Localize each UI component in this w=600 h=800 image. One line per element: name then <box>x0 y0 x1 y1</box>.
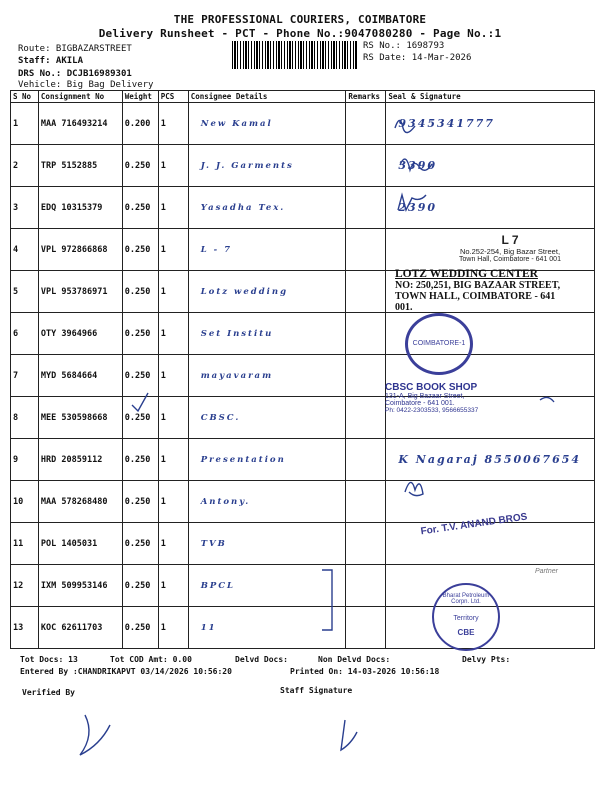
consignment-cell: TRP 5152885 <box>38 145 122 187</box>
staff-label: Staff: AKILA <box>18 56 84 66</box>
consignee-cell: New Kamal <box>188 103 346 145</box>
consignment-cell: VPL 972866868 <box>38 229 122 271</box>
sno-cell: 7 <box>11 355 39 397</box>
col-consignment: Consignment No <box>38 91 122 103</box>
weight-cell: 0.250 <box>122 145 158 187</box>
weight-cell: 0.250 <box>122 481 158 523</box>
verified-signature-mark <box>80 715 110 755</box>
signature-4 <box>540 397 554 402</box>
consignment-cell: IXM 509953146 <box>38 565 122 607</box>
sno-cell: 1 <box>11 103 39 145</box>
seal-cell: 2390 <box>386 187 595 229</box>
col-pcs: PCS <box>158 91 188 103</box>
consignment-cell: MAA 716493214 <box>38 103 122 145</box>
weight-cell: 0.200 <box>122 103 158 145</box>
weight-cell: 0.250 <box>122 565 158 607</box>
pcs-cell: 1 <box>158 313 188 355</box>
sno-cell: 13 <box>11 607 39 649</box>
consignment-cell: MYD 5684664 <box>38 355 122 397</box>
pcs-cell: 1 <box>158 145 188 187</box>
bpcl-stamp: Bharat Petroleum Corpn. Ltd. Territory CBE <box>432 583 500 651</box>
weight-cell: 0.250 <box>122 187 158 229</box>
pcs-cell: 1 <box>158 565 188 607</box>
check-mark-8 <box>132 393 148 411</box>
col-sno: S No <box>11 91 39 103</box>
pcs-cell: 1 <box>158 607 188 649</box>
weight-cell: 0.250 <box>122 313 158 355</box>
sno-cell: 10 <box>11 481 39 523</box>
weight-cell: 0.250 <box>122 439 158 481</box>
partner-label: Partner <box>535 568 558 575</box>
delvd-docs: Delvd Docs: <box>235 655 288 664</box>
consignee-cell: CBSC. <box>188 397 346 439</box>
sno-cell: 11 <box>11 523 39 565</box>
set-round-stamp: COIMBATORE-1 <box>405 313 473 375</box>
consignee-cell: BPCL <box>188 565 346 607</box>
consignment-cell: POL 1405031 <box>38 523 122 565</box>
weight-cell: 0.250 <box>122 229 158 271</box>
consignee-cell: J. J. Garments <box>188 145 346 187</box>
cbsc-stamp: CBSC BOOK SHOP 131-A, Big Bazaar Street, Coimbatore - 641 001. Ph: 0422-2303533, 9566655337 <box>385 382 479 414</box>
printed-on: Printed On: 14-03-2026 10:56:18 <box>290 667 440 676</box>
weight-cell: 0.250 <box>122 397 158 439</box>
weight-cell: 0.250 <box>122 523 158 565</box>
pcs-cell: 1 <box>158 439 188 481</box>
sno-cell: 9 <box>11 439 39 481</box>
sno-cell: 2 <box>11 145 39 187</box>
tvb-stamp: For. T.V. ANAND BROS <box>419 511 529 538</box>
tot-cod: Tot COD Amt: 0.00 <box>110 655 192 664</box>
pcs-cell: 1 <box>158 271 188 313</box>
l7-stamp: L 7 No.252-254, Big Bazar Street, Town Hall, Coimbatore - 641 001 <box>459 233 561 263</box>
consignee-cell: mayavaram <box>188 355 346 397</box>
signature-10 <box>405 482 423 495</box>
company-title: THE PROFESSIONAL COURIERS, COIMBATORE <box>173 13 427 26</box>
lotz-stamp: LOTZ WEDDING CENTER NO: 250,251, BIG BAZAAR STREET, TOWN HALL, COIMBATORE - 641 001. <box>395 268 561 313</box>
signature-2 <box>400 159 432 170</box>
consignment-cell: KOC 62611703 <box>38 607 122 649</box>
consignee-cell: Set Institu <box>188 313 346 355</box>
sno-cell: 8 <box>11 397 39 439</box>
route-label: Route: BIGBAZARSTREET <box>18 44 132 54</box>
pcs-cell: 1 <box>158 397 188 439</box>
delvy-pts: Delvy Pts: <box>462 655 511 664</box>
sno-cell: 3 <box>11 187 39 229</box>
weight-cell: 0.250 <box>122 271 158 313</box>
weight-cell: 0.250 <box>122 607 158 649</box>
col-seal: Seal & Signature <box>386 91 595 103</box>
pcs-cell: 1 <box>158 103 188 145</box>
verified-by: Verified By <box>22 688 75 697</box>
staff-signature-label: Staff Signature <box>280 686 353 695</box>
bracket-12 <box>322 570 332 630</box>
col-consignee: Consignee Details <box>188 91 346 103</box>
pcs-cell: 1 <box>158 481 188 523</box>
rs-date: RS Date: 14-Mar-2026 <box>363 53 472 63</box>
rs-number: RS No.: 1698793 <box>363 41 445 51</box>
consignee-cell: Antony. <box>188 481 346 523</box>
signature-1 <box>395 121 415 133</box>
consignee-cell: TVB <box>188 523 346 565</box>
pcs-cell: 1 <box>158 355 188 397</box>
vehicle-label: Vehicle: Big Bag Delivery <box>18 80 154 90</box>
seal-cell: K Nagaraj 8550067654 <box>386 439 595 481</box>
sno-cell: 4 <box>11 229 39 271</box>
consignee-cell: Lotz wedding <box>188 271 346 313</box>
pcs-cell: 1 <box>158 523 188 565</box>
col-weight: Weight <box>122 91 158 103</box>
non-delvd-docs: Non Delvd Docs: <box>318 655 391 664</box>
sno-cell: 6 <box>11 313 39 355</box>
consignment-cell: MAA 578268480 <box>38 481 122 523</box>
consignee-cell: 11 <box>188 607 346 649</box>
seal-cell: 3390 <box>386 145 595 187</box>
pcs-cell: 1 <box>158 229 188 271</box>
consignment-cell: EDQ 10315379 <box>38 187 122 229</box>
entered-by: Entered By :CHANDRIKAPVT 03/14/2026 10:56:20 <box>20 667 232 676</box>
runsheet-subtitle: Delivery Runsheet - PCT - Phone No.:9047080280 - Page No.:1 <box>98 27 502 40</box>
consignment-cell: OTY 3964966 <box>38 313 122 355</box>
seal-cell: 9345341777 <box>386 103 595 145</box>
staff-signature-mark <box>341 720 357 750</box>
consignment-cell: VPL 953786971 <box>38 271 122 313</box>
sno-cell: 12 <box>11 565 39 607</box>
signature-3 <box>398 195 426 210</box>
pcs-cell: 1 <box>158 187 188 229</box>
col-remarks: Remarks <box>346 91 386 103</box>
consignee-cell: L - 7 <box>188 229 346 271</box>
consignee-cell: Yasadha Tex. <box>188 187 346 229</box>
consignment-cell: MEE 530598668 <box>38 397 122 439</box>
consignee-cell: Presentation <box>188 439 346 481</box>
sno-cell: 5 <box>11 271 39 313</box>
consignment-cell: HRD 20859112 <box>38 439 122 481</box>
weight-cell: 0.250 <box>122 355 158 397</box>
drs-number: DRS No.: DCJB16989301 <box>18 69 132 79</box>
tot-docs: Tot Docs: 13 <box>20 655 78 664</box>
